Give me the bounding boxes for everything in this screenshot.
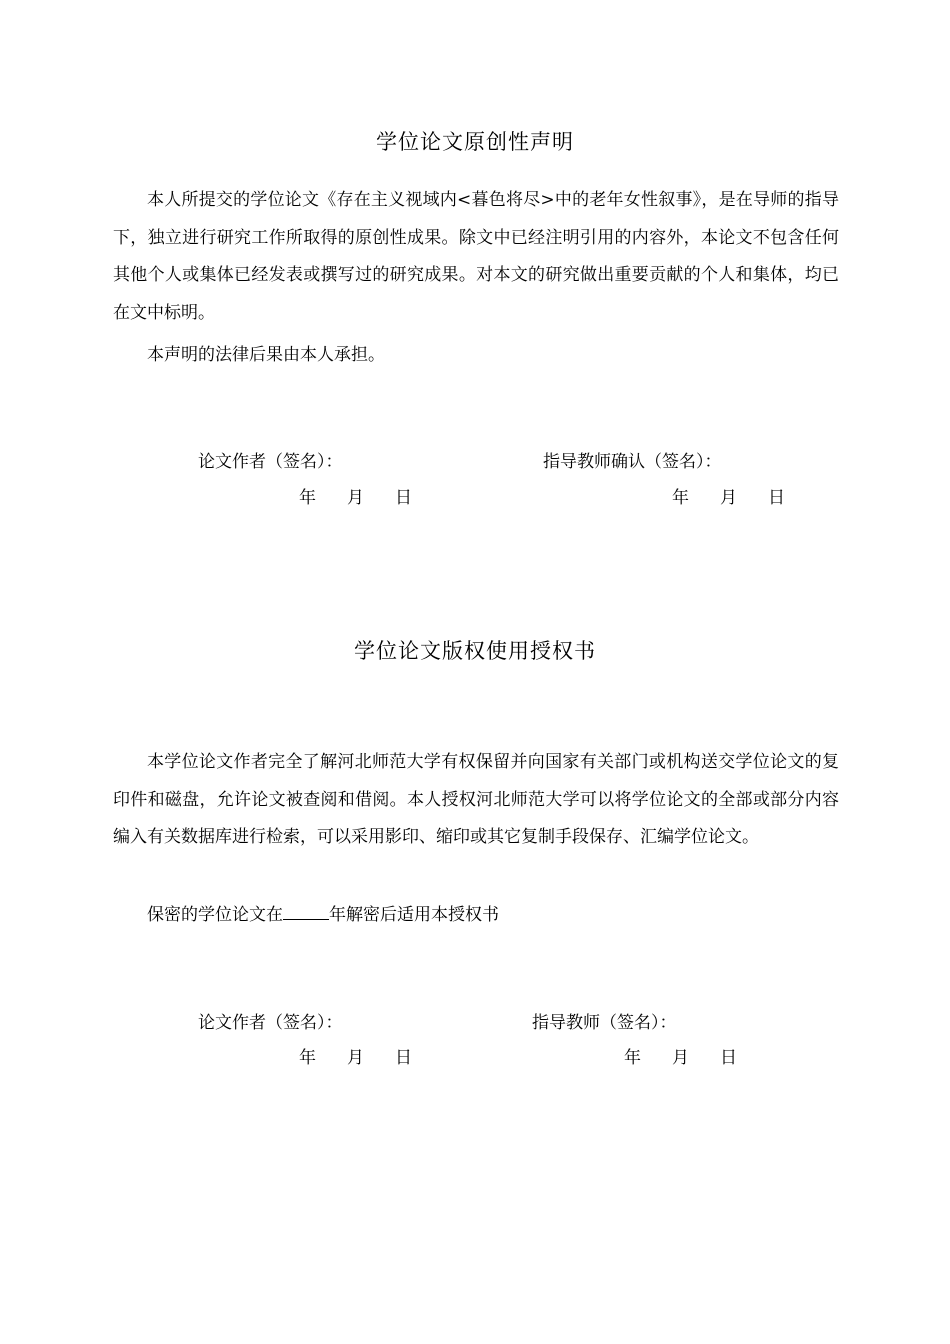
date-day: 日 [768,488,785,508]
date-year: 年 [624,1048,641,1068]
authorization-author-date [299,1043,443,1068]
declaration-advisor-signature-label: 指导教师确认（签名）： [543,452,722,472]
authorization-author-signature-label: 论文作者（签名）： [198,1013,343,1033]
declaration-advisor-date [672,483,816,508]
declaration-title: 学位论文原创性声明 [376,130,574,154]
date-month: 月 [347,1048,364,1068]
authorization-advisor-date [624,1043,768,1068]
date-year: 年 [299,1048,316,1068]
confidential-prefix: 保密的学位论文在 [147,905,283,925]
date-day: 日 [395,488,412,508]
declaration-author-signature-label: 论文作者（签名）： [198,452,343,472]
confidential-suffix: 年解密后适用本授权书 [329,905,499,925]
declaration-paragraph-2: 本声明的法律后果由本人承担。 [147,345,385,365]
date-month: 月 [672,1048,689,1068]
declaration-paragraph-1: 本人所提交的学位论文《存在主义视域内<暮色将尽>中的老年女性叙事》，是在导师的指导下，独立进行研究工作所取得的原创性成果。除文中已经注明引用的内容外，本论文不包含任何其他个人或集体已经发表或撰写过的研究成果。对本文的研究做出重要贡献的个人和集体，均已在文中标明。 [113,190,839,323]
authorization-advisor-signature-label: 指导教师（签名）： [532,1013,677,1033]
declaration-author-date [299,483,443,508]
date-day: 日 [720,1048,737,1068]
date-day: 日 [395,1048,412,1068]
date-year: 年 [299,488,316,508]
date-year: 年 [672,488,689,508]
authorization-paragraph-2 [147,900,499,925]
date-month: 月 [347,488,364,508]
authorization-paragraph-1: 本学位论文作者完全了解河北师范大学有权保留并向国家有关部门或机构送交学位论文的复印件和磁盘，允许论文被查阅和借阅。本人授权河北师范大学可以将学位论文的全部或部分内容编入有关数据库进行检索，可以采用影印、缩印或其它复制手段保存、汇编学位论文。 [113,752,839,847]
confidential-years-blank [283,905,329,920]
date-month: 月 [720,488,737,508]
authorization-title: 学位论文版权使用授权书 [354,639,596,663]
